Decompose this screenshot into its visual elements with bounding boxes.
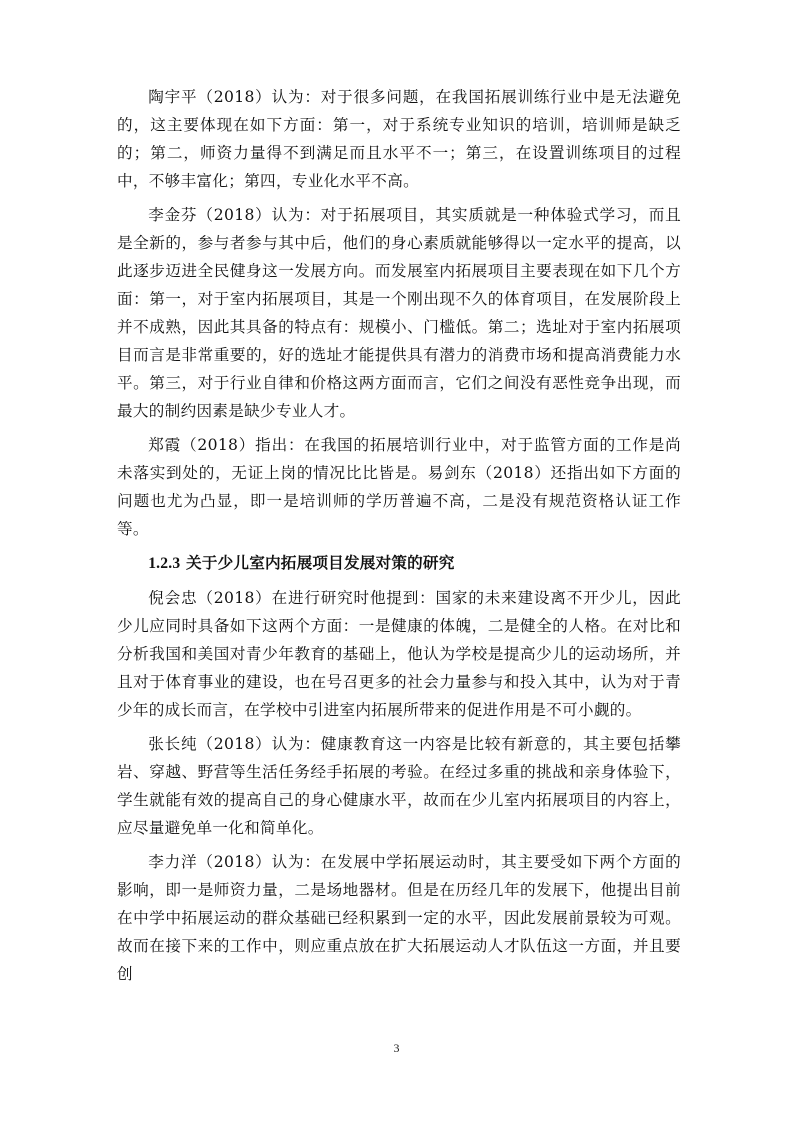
page-number: 3 [393, 1041, 400, 1055]
paragraph-zhang-changchun: 张长纯（2018）认为：健康教育这一内容是比较有新意的，其主要包括攀岩、穿越、野营等生活任务经手拓展的考验。在经过多重的挑战和亲身体验下，学生就能有效的提高自己的身心健康水平，故而在少儿室内拓展项目的内容上，应尽量避免单一化和简单化。 [117, 735, 681, 837]
section-heading [117, 549, 681, 578]
paragraph-tao-yuping: 陶宇平（2018）认为：对于很多问题，在我国拓展训练行业中是无法避免的，这主要体现在如下方面：第一，对于系统专业知识的培训，培训师是缺乏的；第二，师资力量得不到满足而且水平不一；第三，在设置训练项目的过程中，不够丰富化；第四，专业化水平不高。 [117, 88, 681, 190]
paragraph-li-jinfen: 李金芬（2018）认为：对于拓展项目，其实质就是一种体验式学习，而且是全新的，参与者参与其中后，他们的身心素质就能够得以一定水平的提高，以此逐步迈进全民健身这一发展方向。而发展室内拓展项目主要表现在如下几个方面：第一，对于室内拓展项目，其是一个刚出现不久的体育项目，在发展阶段上并不成熟，因此其具备的特点有：规模小、门槛低。第二；选址对于室内拓展项目而言是非常重要的，好的选址才能提供具有潜力的消费市场和提高消费能力水平。第三，对于行业自律和价格这两方面而言，它们之间没有恶性竞争出现，而最大的制约因素是缺少专业人才。 [117, 206, 681, 420]
body-text [117, 83, 681, 988]
section-title: 关于少儿室内拓展项目发展对策的研究 [186, 553, 455, 572]
section-number: 1.2.3 [148, 555, 181, 572]
paragraph-li-liyang: 李力洋（2018）认为：在发展中学拓展运动时，其主要受如下两个方面的影响，即一是师资力量，二是场地器材。但是在历经几年的发展下，他提出目前在中学中拓展运动的群众基础已经积累到一定的水平，因此发展前景较为可观。故而在接下来的工作中，则应重点放在扩大拓展运动人才队伍这一方面，并且要创 [117, 853, 681, 983]
paragraph-ni-huizhong: 倪会忠（2018）在进行研究时他提到：国家的未来建设离不开少儿，因此少儿应同时具备如下这两个方面：一是健康的体魄，二是健全的人格。在对比和分析我国和美国对青少年教育的基础上，他认为学校是提高少儿的运动场所，并且对于体育事业的建设，也在号召更多的社会力量参与和投入其中，认为对于青少年的成长而言，在学校中引进室内拓展所带来的促进作用是不可小觑的。 [117, 589, 681, 719]
paragraph-zheng-xia: 郑霞（2018）指出：在我国的拓展培训行业中，对于监管方面的工作是尚未落实到处的，无证上岗的情况比比皆是。易剑东（2018）还指出如下方面的问题也尤为凸显，即一是培训师的学历普遍不高，二是没有规范资格认证工作等。 [117, 436, 681, 538]
